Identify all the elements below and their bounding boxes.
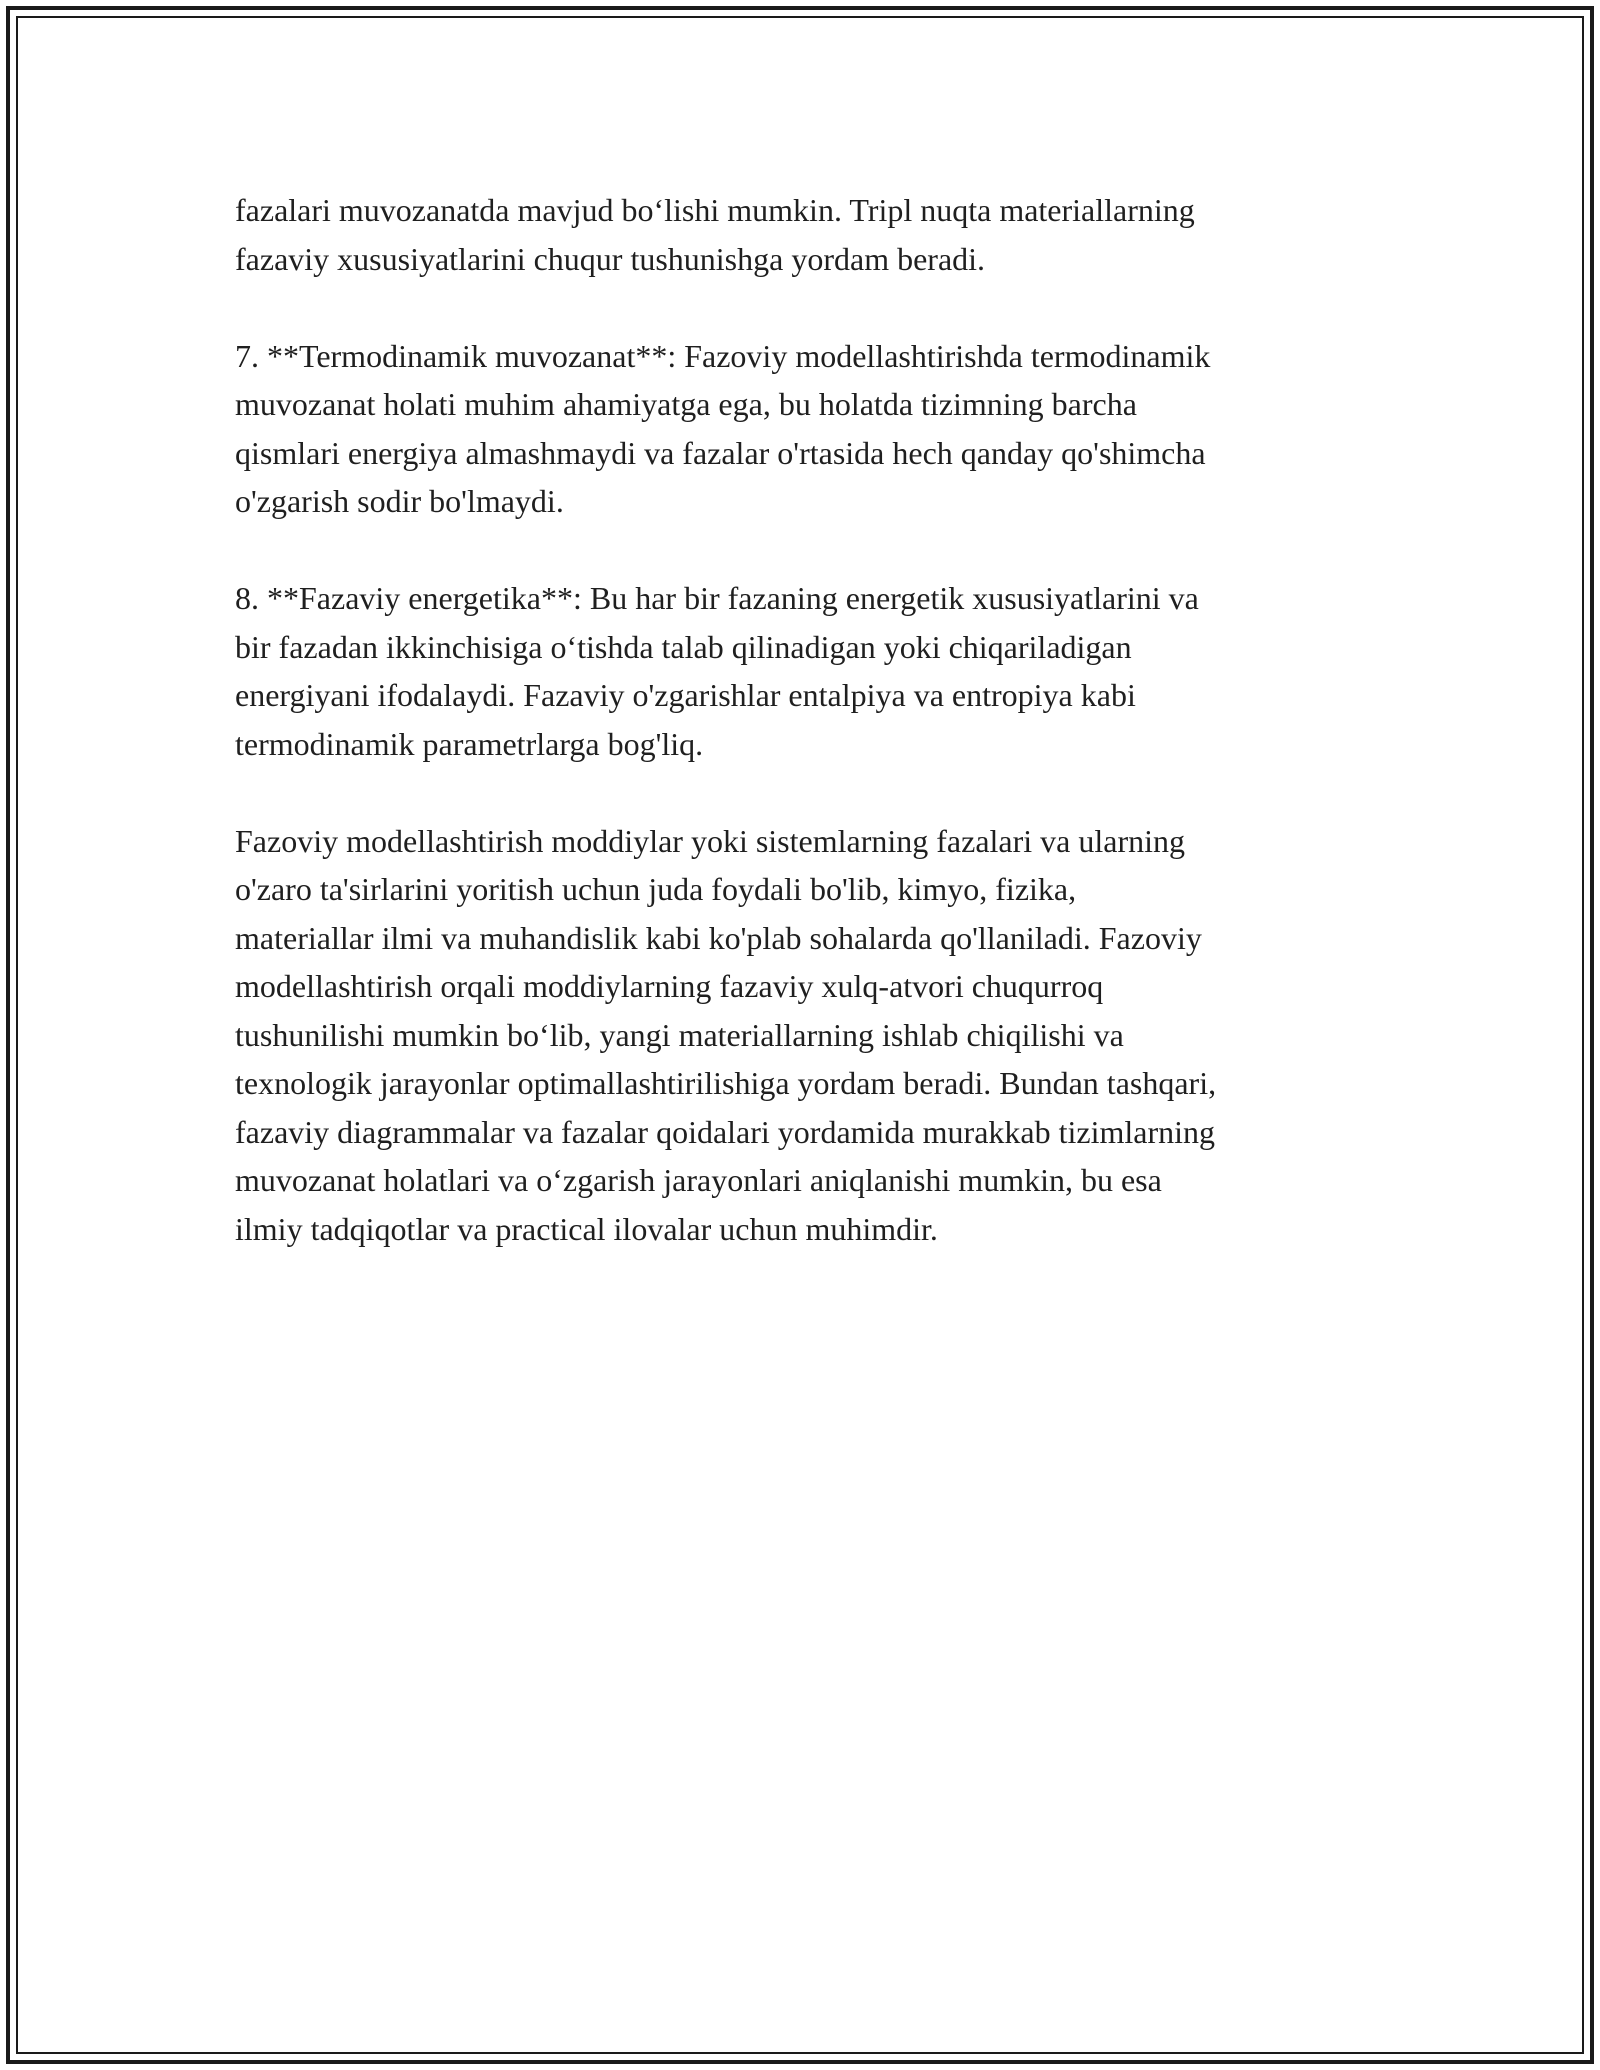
paragraph-continuation: fazalari muvozanatda mavjud bo‘lishi mumkin. Tripl nuqta materiallarning fazaviy xususiyatlarini chuqur tushunishga yordam beradi.	[235, 192, 1195, 277]
document-body	[235, 186, 1370, 1253]
paragraph-conclusion: Fazoviy modellashtirish moddiylar yoki sistemlarning fazalari va ularning o'zaro ta'sirlarini yoritish uchun juda foydali bo'lib, kimyo, fizika, materiallar ilmi va muhandislik kabi ko'plab sohalarda qo'llaniladi. Fazoviy modellashtirish orqali moddiylarning fazaviy xulq-atvori chuqurroq tushunilishi mumkin bo‘lib, yangi materiallarning ishlab chiqilishi va texnologik jarayonlar optimallashtirilishiga yordam beradi. Bundan tashqari, fazaviy diagrammalar va fazalar qoidalari yordamida murakkab tizimlarning muvozanat holatlari va o‘zgarish jarayonlari aniqlanishi mumkin, bu esa ilmiy tadqiqotlar va practical ilovalar uchun muhimdir.	[235, 822, 1217, 1247]
paragraph-item-7-termodinamik-muvozanat: 7. **Termodinamik muvozanat**: Fazoviy modellashtirishda termodinamik muvozanat holati muhim ahamiyatga ega, bu holatda tizimning barcha qismlari energiya almashmaydi va fazalar o'rtasida hech qanday qo'shimcha o'zgarish sodir bo'lmaydi.	[235, 337, 1211, 519]
paragraph-item-8-fazaviy-energetika: 8. **Fazaviy energetika**: Bu har bir fazaning energetik xususiyatlarini va bir fazadan ikkinchisiga o‘tishda talab qilinadigan yoki chiqariladigan energiyani ifodalaydi. Fazaviy o'zgarishlar entalpiya va entropiya kabi termodinamik parametrlarga bog'liq.	[235, 580, 1199, 762]
